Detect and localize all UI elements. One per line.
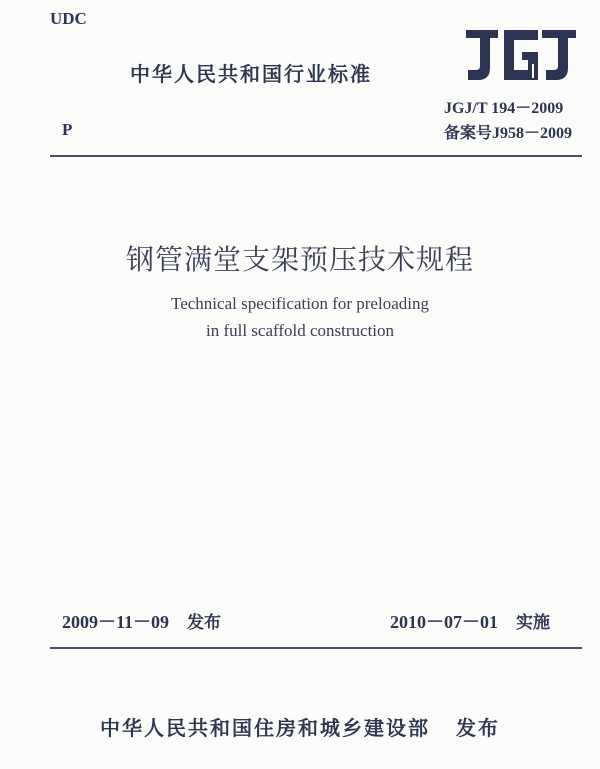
title-english-line1: Technical specification for preloading [171,294,429,313]
industry-standard-heading: 中华人民共和国行业标准 [130,62,372,86]
standard-code-block [444,96,572,146]
udc-label: UDC [50,9,87,28]
implement-label: 实施 [516,613,550,633]
title-english [0,290,600,344]
jgj-logo [462,26,580,84]
issue-label: 发布 [187,613,222,633]
top-divider [50,155,582,157]
standard-code: JGJ/T 194－2009 [443,100,564,117]
publisher-line [0,712,600,741]
record-number: 备案号J958－2009 [443,125,572,142]
issue-date: 2009－11－09 [62,612,170,632]
issue-date-block [62,608,221,634]
classification-letter: P [62,120,73,139]
title-chinese: 钢管满堂支架预压技术规程 [125,243,474,276]
implement-date-block [390,608,550,634]
bottom-divider [50,647,582,649]
publish-label: 发布 [456,716,500,740]
implement-date: 2010－07－01 [390,612,498,632]
publisher-name: 中华人民共和国住房和城乡建设部 [100,716,430,740]
title-english-line2: in full scaffold construction [205,321,395,340]
